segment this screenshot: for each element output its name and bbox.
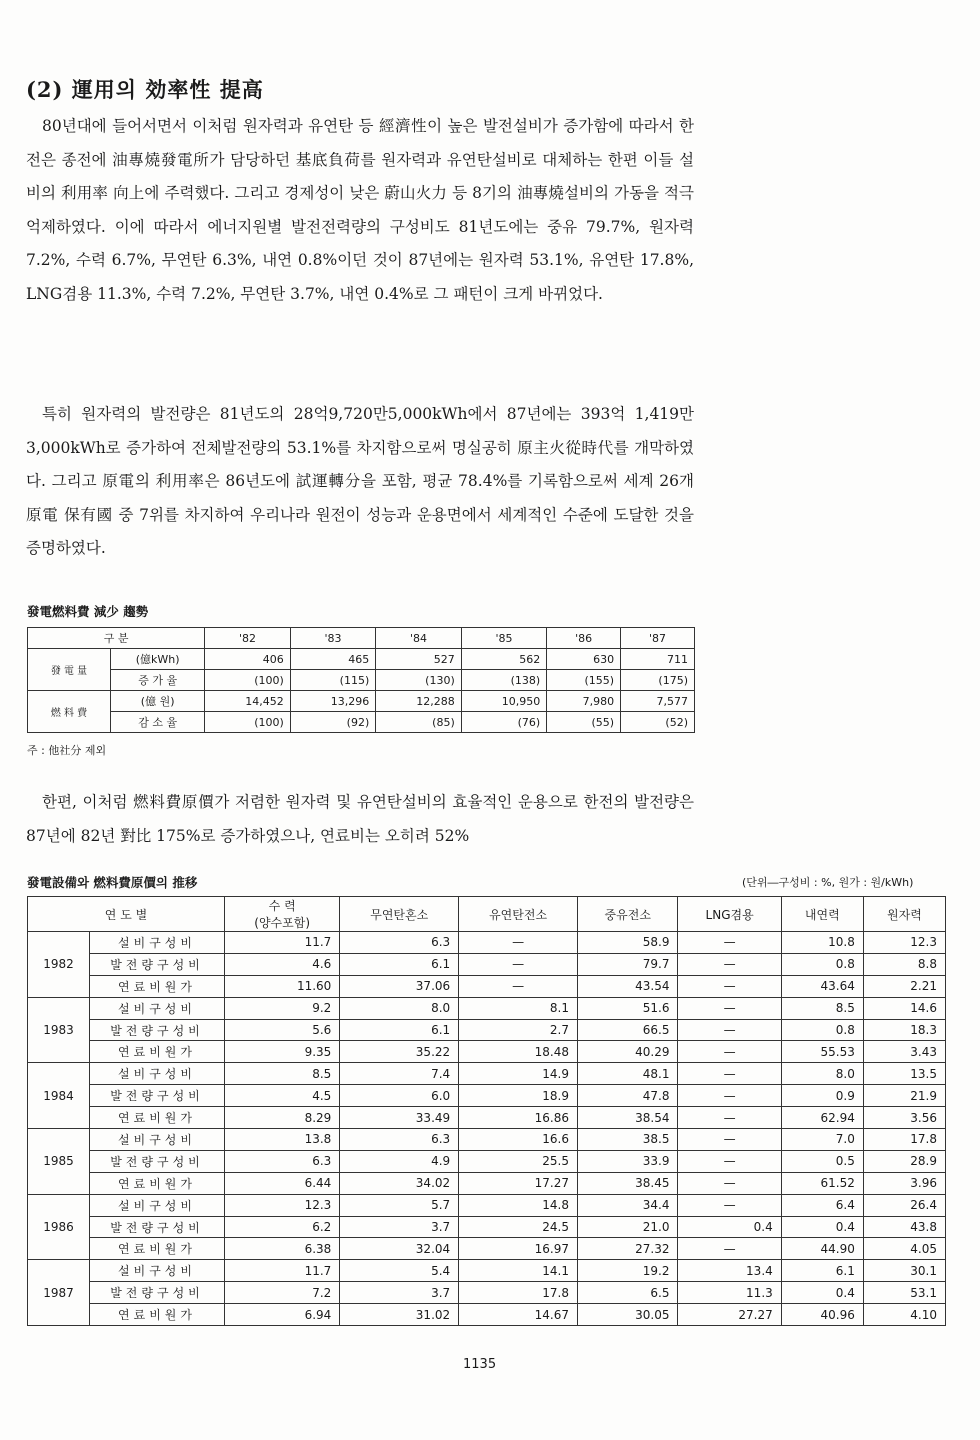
value-cell: —	[678, 1129, 781, 1151]
table-header-row	[28, 897, 946, 932]
value-cell: 21.9	[863, 1085, 945, 1107]
value-cell: (138)	[461, 670, 546, 691]
value-cell: —	[678, 932, 781, 954]
row-label: (億kWh)	[111, 649, 205, 670]
value-cell: 630	[547, 649, 621, 670]
value-cell: 6.38	[225, 1238, 340, 1260]
header-cell: 내연력	[781, 897, 863, 932]
category-cell: 발전량구성비	[90, 1150, 225, 1172]
value-cell: 5.4	[340, 1260, 459, 1282]
value-cell: 66.5	[578, 1019, 678, 1041]
table-row	[28, 691, 695, 712]
row-label: (億 원)	[111, 691, 205, 712]
value-cell: 6.1	[781, 1260, 863, 1282]
value-cell: 465	[290, 649, 375, 670]
value-cell: 2.21	[863, 975, 945, 997]
category-cell: 연료비원가	[90, 975, 225, 997]
value-cell: 7,577	[621, 691, 695, 712]
category-cell: 설비구성비	[90, 1194, 225, 1216]
value-cell: 34.4	[578, 1194, 678, 1216]
year-cell: 1984	[28, 1063, 90, 1129]
row-label: 증 가 율	[111, 670, 205, 691]
table-row	[28, 1304, 946, 1326]
value-cell: —	[678, 953, 781, 975]
table-row	[28, 1129, 946, 1151]
table-row	[28, 1019, 946, 1041]
category-cell: 설비구성비	[90, 1063, 225, 1085]
value-cell: 40.29	[578, 1041, 678, 1063]
table-row	[28, 649, 695, 670]
value-cell: 4.10	[863, 1304, 945, 1326]
table-row	[28, 1260, 946, 1282]
value-cell: 79.7	[578, 953, 678, 975]
value-cell: 18.9	[459, 1085, 578, 1107]
header-cell: 원자력	[863, 897, 945, 932]
value-cell: 17.8	[863, 1129, 945, 1151]
table1-title: 發電燃料費 減少 趨勢	[27, 604, 149, 619]
section-heading: (2) 運用의 効率性 提高	[26, 77, 264, 102]
value-cell: 34.02	[340, 1172, 459, 1194]
value-cell: 18.3	[863, 1019, 945, 1041]
category-cell: 발전량구성비	[90, 1216, 225, 1238]
value-cell: 16.97	[459, 1238, 578, 1260]
value-cell: 16.6	[459, 1129, 578, 1151]
value-cell: 12.3	[863, 932, 945, 954]
value-cell: —	[678, 1150, 781, 1172]
value-cell: 47.8	[578, 1085, 678, 1107]
value-cell: (55)	[547, 712, 621, 733]
header-cell: 연 도 별	[28, 897, 225, 932]
value-cell: —	[678, 1107, 781, 1129]
value-cell: 43.8	[863, 1216, 945, 1238]
category-cell: 연료비원가	[90, 1107, 225, 1129]
value-cell: (92)	[290, 712, 375, 733]
paragraph-1: 80년대에 들어서면서 이처럼 원자력과 유연탄 등 經濟性이 높은 발전설비가 증가함에 따라서 한전은 종전에 油專燒發電所가 담당하던 基底負荷를 원자력과 유연탄설비로 대체하는 한편 이들 설비의 利用率 向上에 주력했다. 그리고 경제성이 낮은 蔚山火力 등 8기의 油專燒설비의 가동을 적극 억제하였다. 이에 따라서 에너지원별 발전전력량의 구성비도 81년도에는 중유 79.7%, 원자력 7.2%, 수력 6.7%, 무연탄 6.3%, 내연 0.8%이던 것이 87년에는 원자력 53.1%, 유연탄 17.8%, LNG겸용 11.3%, 수력 7.2%, 무연탄 3.7%, 내연 0.4%로 그 패턴이 크게 바뀌었다.	[26, 117, 694, 303]
value-cell: —	[678, 997, 781, 1019]
category-cell: 연료비원가	[90, 1041, 225, 1063]
table-row	[28, 932, 946, 954]
value-cell: 14.8	[459, 1194, 578, 1216]
value-cell: —	[678, 1085, 781, 1107]
value-cell: 38.54	[578, 1107, 678, 1129]
value-cell: (100)	[205, 712, 290, 733]
value-cell: 44.90	[781, 1238, 863, 1260]
category-cell: 발전량구성비	[90, 953, 225, 975]
value-cell: 10.8	[781, 932, 863, 954]
value-cell: 6.4	[781, 1194, 863, 1216]
value-cell: 0.4	[781, 1282, 863, 1304]
value-cell: 0.9	[781, 1085, 863, 1107]
value-cell: 26.4	[863, 1194, 945, 1216]
value-cell: 33.49	[340, 1107, 459, 1129]
table-row	[28, 1238, 946, 1260]
paragraph-3: 한편, 이처럼 燃料費原價가 저렴한 원자력 및 유연탄설비의 효율적인 운용으로 한전의 발전량은 87년에 82년 對比 175%로 증가하였으나, 연료비는 오히려 52%	[26, 793, 694, 845]
value-cell: 11.7	[225, 1260, 340, 1282]
category-cell: 발전량구성비	[90, 1085, 225, 1107]
table2-title: 發電設備와 燃料費原價의 推移	[27, 875, 198, 890]
table-row	[28, 712, 695, 733]
value-cell: —	[678, 1041, 781, 1063]
category-cell: 연료비원가	[90, 1238, 225, 1260]
table-row	[28, 670, 695, 691]
year-cell: 1982	[28, 932, 90, 998]
value-cell: 4.05	[863, 1238, 945, 1260]
row-label: 감 소 율	[111, 712, 205, 733]
value-cell: 6.94	[225, 1304, 340, 1326]
table-row	[28, 1107, 946, 1129]
category-cell: 연료비원가	[90, 1304, 225, 1326]
value-cell: (76)	[461, 712, 546, 733]
value-cell: 3.56	[863, 1107, 945, 1129]
table-row	[28, 975, 946, 997]
value-cell: 0.4	[678, 1216, 781, 1238]
value-cell: 43.64	[781, 975, 863, 997]
category-cell: 설비구성비	[90, 1260, 225, 1282]
table1-note: 주 : 他社分 제외	[27, 744, 107, 757]
value-cell: 8.1	[459, 997, 578, 1019]
table-row	[28, 1172, 946, 1194]
value-cell: 28.9	[863, 1150, 945, 1172]
value-cell: 4.9	[340, 1150, 459, 1172]
value-cell: 55.53	[781, 1041, 863, 1063]
value-cell: 4.6	[225, 953, 340, 975]
value-cell: —	[678, 975, 781, 997]
value-cell: 0.5	[781, 1150, 863, 1172]
header-cell: LNG겸용	[678, 897, 781, 932]
value-cell: 27.32	[578, 1238, 678, 1260]
value-cell: 12,288	[376, 691, 461, 712]
header-cell: '86	[547, 628, 621, 649]
value-cell: 61.52	[781, 1172, 863, 1194]
value-cell: —	[678, 1019, 781, 1041]
value-cell: 38.45	[578, 1172, 678, 1194]
year-cell: 1985	[28, 1129, 90, 1195]
value-cell: 6.44	[225, 1172, 340, 1194]
value-cell: 17.8	[459, 1282, 578, 1304]
value-cell: 6.2	[225, 1216, 340, 1238]
value-cell: 18.48	[459, 1041, 578, 1063]
value-cell: 21.0	[578, 1216, 678, 1238]
table-row	[28, 1041, 946, 1063]
value-cell: 14.67	[459, 1304, 578, 1326]
table-header-row	[28, 628, 695, 649]
value-cell: 13.5	[863, 1063, 945, 1085]
value-cell: 53.1	[863, 1282, 945, 1304]
fuel-cost-trend-table	[27, 627, 695, 733]
value-cell: 35.22	[340, 1041, 459, 1063]
value-cell: (155)	[547, 670, 621, 691]
value-cell: 5.6	[225, 1019, 340, 1041]
value-cell: 6.3	[340, 1129, 459, 1151]
value-cell: (100)	[205, 670, 290, 691]
value-cell: 7,980	[547, 691, 621, 712]
generation-cost-table	[27, 896, 946, 1326]
header-cell: '87	[621, 628, 695, 649]
table-row	[28, 997, 946, 1019]
value-cell: 13,296	[290, 691, 375, 712]
value-cell: 5.7	[340, 1194, 459, 1216]
value-cell: 6.0	[340, 1085, 459, 1107]
value-cell: 24.5	[459, 1216, 578, 1238]
value-cell: 3.96	[863, 1172, 945, 1194]
page-number: 1135	[463, 1357, 497, 1372]
value-cell: 9.35	[225, 1041, 340, 1063]
value-cell: 27.27	[678, 1304, 781, 1326]
value-cell: 11.3	[678, 1282, 781, 1304]
value-cell: 6.5	[578, 1282, 678, 1304]
header-cell: 구 분	[28, 628, 205, 649]
group-label: 發 電 量	[28, 649, 111, 691]
value-cell: 19.2	[578, 1260, 678, 1282]
category-cell: 설비구성비	[90, 1129, 225, 1151]
value-cell: 562	[461, 649, 546, 670]
value-cell: —	[678, 1063, 781, 1085]
value-cell: 2.7	[459, 1019, 578, 1041]
value-cell: —	[459, 932, 578, 954]
value-cell: 527	[376, 649, 461, 670]
value-cell: 12.3	[225, 1194, 340, 1216]
value-cell: 14,452	[205, 691, 290, 712]
year-cell: 1983	[28, 997, 90, 1063]
value-cell: 8.29	[225, 1107, 340, 1129]
table-row	[28, 1063, 946, 1085]
paragraph-2: 특히 원자력의 발전량은 81년도의 28억9,720만5,000kWh에서 87년에는 393억 1,419만3,000kWh로 증가하여 전체발전량의 53.1%를 차지함으로써 명실공히 原主火從時代를 개막하였다. 그리고 原電의 利用率은 86년도에 試運轉分을 포함, 평균 78.4%를 기록함으로써 세계 26개 原電 保有國 중 7위를 차지하여 우리나라 원전이 성능과 운용면에서 세계적인 수준에 도달한 것을 증명하였다.	[26, 405, 694, 558]
value-cell: 40.96	[781, 1304, 863, 1326]
value-cell: 7.4	[340, 1063, 459, 1085]
value-cell: —	[678, 1172, 781, 1194]
value-cell: 32.04	[340, 1238, 459, 1260]
value-cell: 17.27	[459, 1172, 578, 1194]
group-label: 燃 料 費	[28, 691, 111, 733]
value-cell: 0.8	[781, 953, 863, 975]
value-cell: 711	[621, 649, 695, 670]
table-row	[28, 1194, 946, 1216]
value-cell: 6.1	[340, 953, 459, 975]
value-cell: 3.7	[340, 1216, 459, 1238]
value-cell: 58.9	[578, 932, 678, 954]
year-cell: 1987	[28, 1260, 90, 1326]
value-cell: 48.1	[578, 1063, 678, 1085]
header-cell: 유연탄전소	[459, 897, 578, 932]
value-cell: (115)	[290, 670, 375, 691]
value-cell: 13.8	[225, 1129, 340, 1151]
value-cell: (85)	[376, 712, 461, 733]
category-cell: 설비구성비	[90, 997, 225, 1019]
value-cell: 8.5	[225, 1063, 340, 1085]
value-cell: 0.4	[781, 1216, 863, 1238]
header-cell: '84	[376, 628, 461, 649]
table2-unit: (단위―구성비 : %, 원가 : 원/kWh)	[742, 876, 914, 889]
value-cell: 43.54	[578, 975, 678, 997]
value-cell: 62.94	[781, 1107, 863, 1129]
header-cell: '83	[290, 628, 375, 649]
header-cell: 수 력 (양수포함)	[225, 897, 340, 932]
category-cell: 발전량구성비	[90, 1282, 225, 1304]
value-cell: 10,950	[461, 691, 546, 712]
table-row	[28, 1085, 946, 1107]
value-cell: 3.43	[863, 1041, 945, 1063]
value-cell: 406	[205, 649, 290, 670]
value-cell: 13.4	[678, 1260, 781, 1282]
value-cell: —	[678, 1194, 781, 1216]
table-row	[28, 1216, 946, 1238]
value-cell: (175)	[621, 670, 695, 691]
value-cell: 7.0	[781, 1129, 863, 1151]
value-cell: 7.2	[225, 1282, 340, 1304]
value-cell: 30.05	[578, 1304, 678, 1326]
header-cell: 중유전소	[578, 897, 678, 932]
value-cell: 14.1	[459, 1260, 578, 1282]
value-cell: 16.86	[459, 1107, 578, 1129]
category-cell: 설비구성비	[90, 932, 225, 954]
value-cell: 25.5	[459, 1150, 578, 1172]
table-row	[28, 1150, 946, 1172]
header-cell: 무연탄혼소	[340, 897, 459, 932]
value-cell: 11.60	[225, 975, 340, 997]
value-cell: 9.2	[225, 997, 340, 1019]
category-cell: 연료비원가	[90, 1172, 225, 1194]
value-cell: 38.5	[578, 1129, 678, 1151]
table-row	[28, 1282, 946, 1304]
value-cell: 30.1	[863, 1260, 945, 1282]
category-cell: 발전량구성비	[90, 1019, 225, 1041]
value-cell: 14.9	[459, 1063, 578, 1085]
value-cell: 6.1	[340, 1019, 459, 1041]
value-cell: (130)	[376, 670, 461, 691]
value-cell: 6.3	[225, 1150, 340, 1172]
value-cell: 0.8	[781, 1019, 863, 1041]
value-cell: 11.7	[225, 932, 340, 954]
value-cell: (52)	[621, 712, 695, 733]
value-cell: 4.5	[225, 1085, 340, 1107]
value-cell: 8.0	[781, 1063, 863, 1085]
value-cell: 31.02	[340, 1304, 459, 1326]
value-cell: 51.6	[578, 997, 678, 1019]
value-cell: 8.5	[781, 997, 863, 1019]
value-cell: —	[678, 1238, 781, 1260]
value-cell: —	[459, 975, 578, 997]
value-cell: 8.8	[863, 953, 945, 975]
value-cell: 6.3	[340, 932, 459, 954]
value-cell: 14.6	[863, 997, 945, 1019]
header-cell: '82	[205, 628, 290, 649]
value-cell: 33.9	[578, 1150, 678, 1172]
table-row	[28, 953, 946, 975]
value-cell: 37.06	[340, 975, 459, 997]
header-cell: '85	[461, 628, 546, 649]
value-cell: 3.7	[340, 1282, 459, 1304]
year-cell: 1986	[28, 1194, 90, 1260]
value-cell: 8.0	[340, 997, 459, 1019]
value-cell: —	[459, 953, 578, 975]
